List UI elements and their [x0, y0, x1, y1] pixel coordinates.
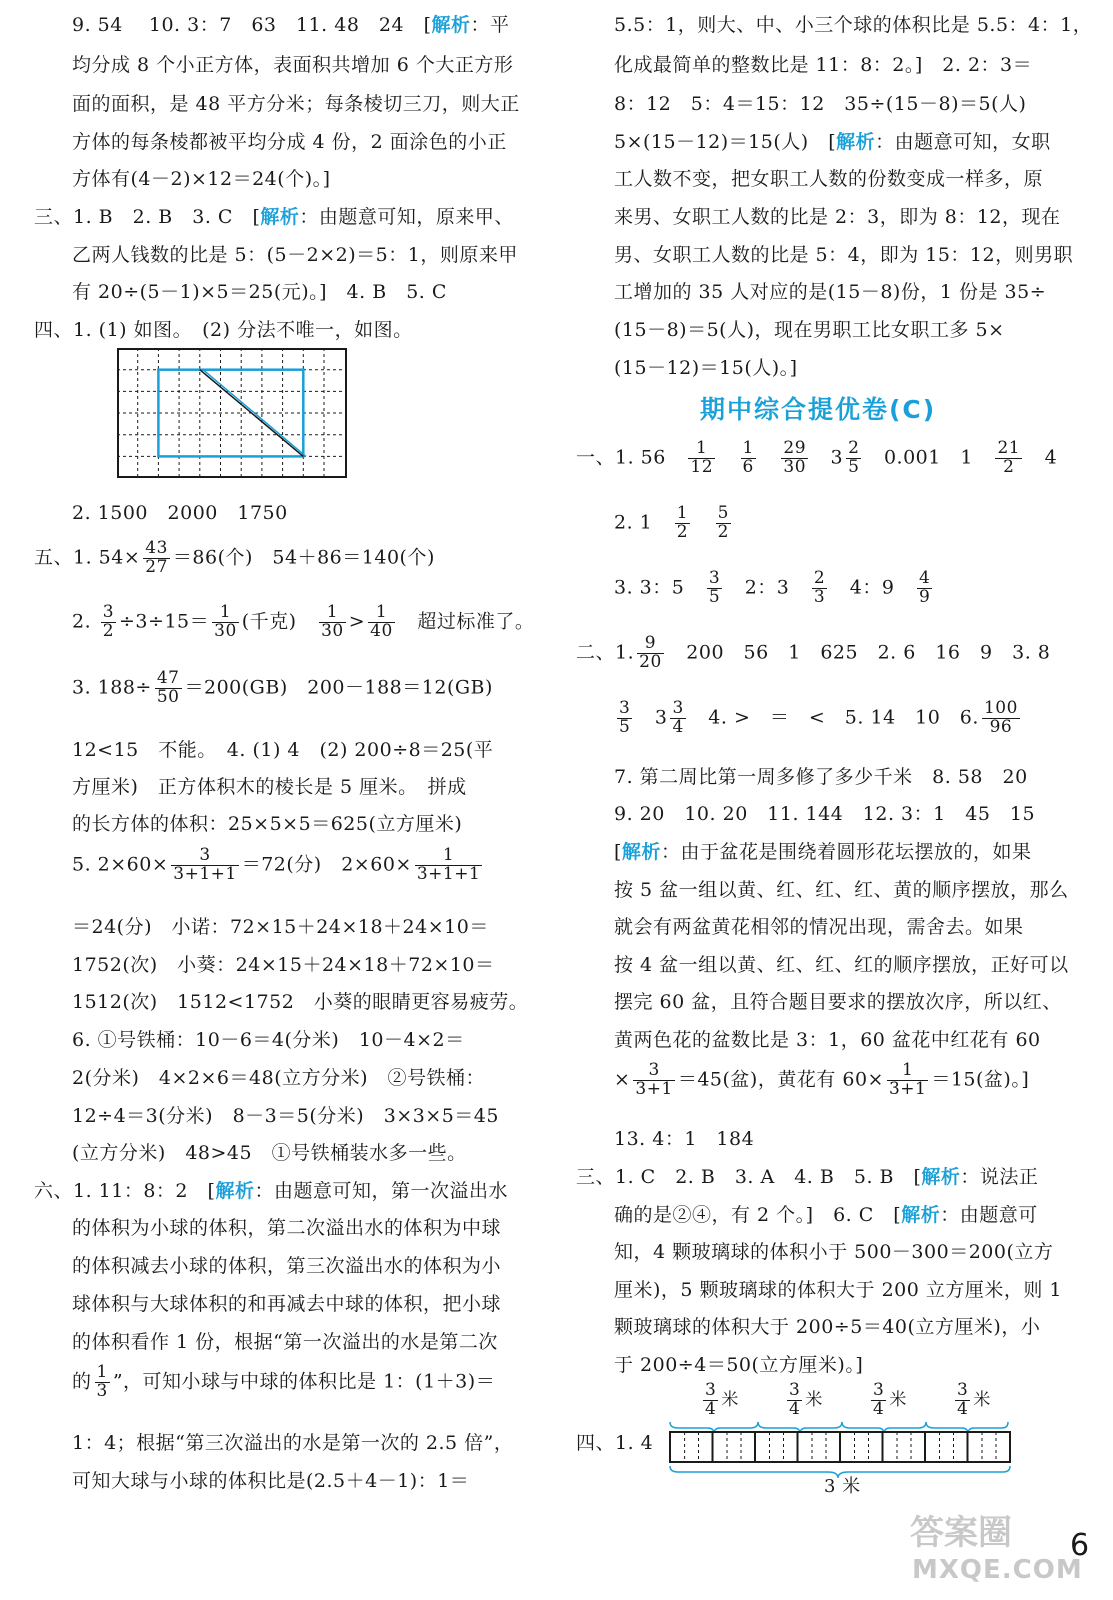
fraction: $\frac{1}{2}$ — [676, 503, 689, 542]
fraction: $\frac{3}{5}$ — [708, 568, 721, 607]
fraction: $\frac{1}{30}$ — [321, 602, 344, 641]
answer-line: 1752(次) 小葵：24×15＋24×18＋72×10＝ — [72, 954, 495, 976]
answer-line: 8：12 5：4＝15：12 35÷(15－8)＝5(人) — [614, 93, 1027, 115]
answer-line: 有 20÷(5－1)×5＝25(元)。] 4. B 5. C — [72, 281, 447, 303]
answer-line: 男、女职工人数的比是 5：4，即为 15：12，则男职 — [614, 244, 1074, 266]
answer-line: 2. 1 $\frac{1}{2}$ $\frac{5}{2}$ — [614, 503, 729, 542]
answer-line: 颗玻璃球的体积大于 200÷5＝40(立方厘米)，小 — [614, 1316, 1041, 1338]
fraction: $\frac{1}{3}$ — [96, 1362, 108, 1401]
answer-line: $\frac{3}{5}$ 3 $\frac{3}{4}$ 4. > ＝ < 5. 14 10 6. $\frac{100}{96}$ — [619, 698, 1018, 737]
fraction: $\frac{3}{2}$ — [102, 602, 115, 641]
answer-line: 工人数不变，把女职工人数的份数变成一样多，原 — [614, 168, 1044, 190]
answer-line: 7. 第二周比第一周多修了多少千米 8. 58 20 — [614, 766, 1028, 788]
answer-line: 确的是②④，有 2 个。] 6. C [解析：由题意可 — [614, 1204, 1038, 1226]
jiexi-label: 解析 — [215, 1180, 255, 1202]
answer-line: 方体有(4－2)×12＝24(个)。] — [72, 168, 331, 190]
answer-line: 12÷4＝3(分米) 8－3＝5(分米) 3×3×5＝45 — [72, 1105, 499, 1127]
answer-line: 面的面积，是 48 平方分米；每条棱切三刀，则大正 — [72, 93, 520, 115]
answer-line: 2. 1500 2000 1750 — [72, 502, 288, 524]
answer-line: (15－12)＝15(人)。] — [614, 357, 798, 379]
answer-line: 于 200÷4＝50(立方厘米)。] — [614, 1354, 864, 1376]
jiexi-label: 解析 — [260, 206, 300, 228]
answer-line: × $\frac{3}{3+1}$ ＝45(盆)，黄花有 60× $\frac{1}{3+1}$ ＝15(盆)。] — [614, 1060, 1030, 1099]
fraction: $\frac{4}{9}$ — [918, 568, 931, 607]
answer-line: 12<15 不能。 4. (1) 4 (2) 200÷8＝25(平 — [72, 739, 494, 761]
total-length-label: 3 米 — [824, 1476, 861, 1497]
answer-line: 三、1. C 2. B 3. A 4. B 5. B [解析：说法正 — [576, 1166, 1039, 1188]
answer-line: 二、1. $\frac{9}{20}$ 200 56 1 625 2. 6 16 9 3. 8 — [576, 633, 1051, 672]
answer-line: 四、1. 4 — [576, 1432, 654, 1454]
answer-line: 的体积减去小球的体积，第三次溢出水的体积为小 — [72, 1255, 502, 1277]
segment-label: $\frac{3}{4}$ 米 — [873, 1380, 907, 1419]
fraction: $\frac{21}{2}$ — [997, 438, 1021, 477]
answer-line: 6. ①号铁桶：10－6＝4(分米) 10－4×2＝ — [72, 1029, 465, 1051]
answer-line: (15－8)＝5(人)，现在男职工比女职工多 5× — [614, 319, 1005, 341]
jiexi-label: 解析 — [901, 1204, 941, 1226]
answer-line: 9. 54 10. 3：7 63 11. 48 24 [解析：平 — [72, 14, 510, 36]
fraction: $\frac{5}{2}$ — [717, 503, 729, 542]
answer-line: 就会有两盆黄花相邻的情况出现，需舍去。如果 — [614, 916, 1024, 938]
answer-line: 可知大球与小球的体积比是(2.5＋4－1)：1＝ — [72, 1470, 470, 1492]
fraction: $\frac{43}{27}$ — [145, 538, 168, 577]
answer-line: 9. 20 10. 20 11. 144 12. 3：1 45 15 — [614, 803, 1036, 825]
segment-figure — [598, 1380, 1018, 1500]
answer-line: 方厘米) 正方体积木的棱长是 5 厘米。 拼成 — [72, 776, 467, 798]
watermark-logo: 答案圈 — [910, 1513, 1012, 1553]
fraction: $\frac{1}{30}$ — [214, 602, 237, 641]
page-number: 6 — [1070, 1528, 1090, 1563]
fraction: $\frac{1}{3+1+1}$ — [416, 845, 481, 884]
answer-line: ＝24(分) 小诺：72×15＋24×18＋24×10＝ — [72, 916, 489, 938]
answer-line: [解析：由于盆花是围绕着圆形花坛摆放的，如果 — [614, 841, 1032, 863]
answer-line: 按 5 盆一组以黄、红、红、红、黄的顺序摆放，那么 — [614, 879, 1069, 901]
fraction: $\frac{47}{50}$ — [156, 668, 180, 707]
answer-line: 工增加的 35 人对应的是(15－8)份，1 份是 35÷ — [614, 281, 1047, 303]
segment-label: $\frac{3}{4}$ 米 — [957, 1380, 991, 1419]
answer-line: 1：4；根据“第三次溢出的水是第一次的 2.5 倍”， — [72, 1432, 514, 1454]
answer-line: 知，4 颗玻璃球的体积小于 500－300＝200(立方 — [614, 1241, 1054, 1263]
fraction: $\frac{9}{20}$ — [639, 633, 662, 672]
answer-line: 的长方体的体积：25×5×5＝625(立方厘米) — [72, 813, 463, 835]
answer-line: 黄两色花的盆数比是 3：1，60 盆花中红花有 60 — [614, 1029, 1041, 1051]
answer-line: 均分成 8 个小正方体，表面积共增加 6 个大正方形 — [72, 54, 514, 76]
answer-line: 的 $\frac{1}{3}$ ”，可知小球与中球的体积比是 1：(1＋3)＝ — [72, 1362, 496, 1401]
answer-line: 2(分米) 4×2×6＝48(立方分米) ②号铁桶： — [72, 1067, 486, 1089]
section-title: 期中综合提优卷(C) — [700, 395, 937, 424]
answer-line: 乙两人钱数的比是 5：(5－2×2)＝5：1，则原来甲 — [72, 244, 518, 266]
answer-line: 5×(15－12)＝15(人) [解析：由题意可知，女职 — [614, 131, 1051, 153]
fraction: $\frac{2}{3}$ — [813, 568, 826, 607]
jiexi-label: 解析 — [921, 1166, 961, 1188]
fraction: $\frac{1}{6}$ — [742, 438, 754, 477]
answer-line: 球体积与大球体积的和再减去中球的体积，把小球 — [72, 1293, 502, 1315]
answer-line: 3. 188÷ $\frac{47}{50}$ ＝200(GB) 200－188＝12(GB) — [72, 668, 493, 707]
fraction: $\frac{29}{30}$ — [783, 438, 807, 477]
fraction: $\frac{3}{5}$ — [619, 698, 631, 737]
fraction: $\frac{3}{3+1}$ — [635, 1060, 673, 1099]
jiexi-label: 解析 — [621, 841, 661, 863]
answer-line: 一、1. 56 $\frac{1}{12}$ $\frac{1}{6}$ $\frac{29}{30}$ 3 $\frac{2}{5}$ 0.001 1 $\frac{21}{2}$ 4 — [576, 438, 1058, 477]
jiexi-label: 解析 — [836, 131, 876, 153]
answer-line: 1512(次) 1512<1752 小葵的眼睛更容易疲劳。 — [72, 991, 529, 1013]
grid-figure — [117, 348, 347, 478]
answer-line: 2. $\frac{3}{2}$ ÷3÷15＝ $\frac{1}{30}$ (千克) $\frac{1}{30}$ > $\frac{1}{40}$ 超过标准了。 — [72, 602, 535, 641]
answer-line: 方体的每条棱都被平均分成 4 份，2 面涂色的小正 — [72, 131, 507, 153]
answer-line: (立方分米) 48>45 ①号铁桶装水多一些。 — [72, 1142, 467, 1164]
jiexi-label: 解析 — [431, 14, 471, 36]
answer-line: 13. 4：1 184 — [614, 1128, 755, 1150]
segment-label: $\frac{3}{4}$ 米 — [705, 1380, 739, 1419]
segment-label: $\frac{3}{4}$ 米 — [789, 1380, 823, 1419]
answer-line: 的体积看作 1 份，根据“第一次溢出的水是第二次 — [72, 1331, 498, 1353]
answer-line: 六、1. 11：8：2 [解析：由题意可知，第一次溢出水 — [34, 1180, 508, 1202]
answer-line: 按 4 盆一组以黄、红、红、红的顺序摆放，正好可以 — [614, 954, 1069, 976]
watermark-url: MXQE.COM — [912, 1555, 1083, 1585]
answer-line: 化成最简单的整数比是 11：8：2。] 2. 2：3＝ — [614, 54, 1033, 76]
fraction: $\frac{1}{3+1}$ — [888, 1060, 927, 1099]
fraction: $\frac{1}{12}$ — [690, 438, 714, 477]
answer-line: 三、1. B 2. B 3. C [解析：由题意可知，原来甲、 — [34, 206, 514, 228]
fraction: $\frac{1}{40}$ — [370, 602, 393, 641]
fraction: $\frac{3}{4}$ — [672, 698, 684, 737]
answer-line: 厘米)，5 颗玻璃球的体积大于 200 立方厘米，则 1 — [614, 1279, 1063, 1301]
answer-line: 5.5：1，则大、中、小三个球的体积比是 5.5：4：1， — [614, 14, 1093, 36]
answer-line: 摆完 60 盆，且符合题目要求的摆放次序，所以红、 — [614, 991, 1062, 1013]
answer-line: 5. 2×60× $\frac{3}{3+1+1}$ ＝72(分) 2×60× $\frac{1}{3+1+1}$ — [72, 845, 481, 884]
fraction: $\frac{2}{5}$ — [848, 438, 860, 477]
fraction: $\frac{3}{3+1+1}$ — [173, 845, 237, 884]
answer-line: 四、1. (1) 如图。 (2) 分法不唯一，如图。 — [34, 319, 413, 341]
answer-line: 的体积为小球的体积，第二次溢出水的体积为中球 — [72, 1217, 502, 1239]
answer-line: 3. 3：5 $\frac{3}{5}$ 2：3 $\frac{2}{3}$ 4：9 $\frac{4}{9}$ — [614, 568, 931, 607]
fraction: $\frac{100}{96}$ — [983, 698, 1018, 737]
answer-line: 五、1. 54× $\frac{43}{27}$ ＝86(个) 54＋86＝140(个) — [34, 538, 435, 577]
answer-line: 来男、女职工人数的比是 2：3，即为 8：12，现在 — [614, 206, 1061, 228]
